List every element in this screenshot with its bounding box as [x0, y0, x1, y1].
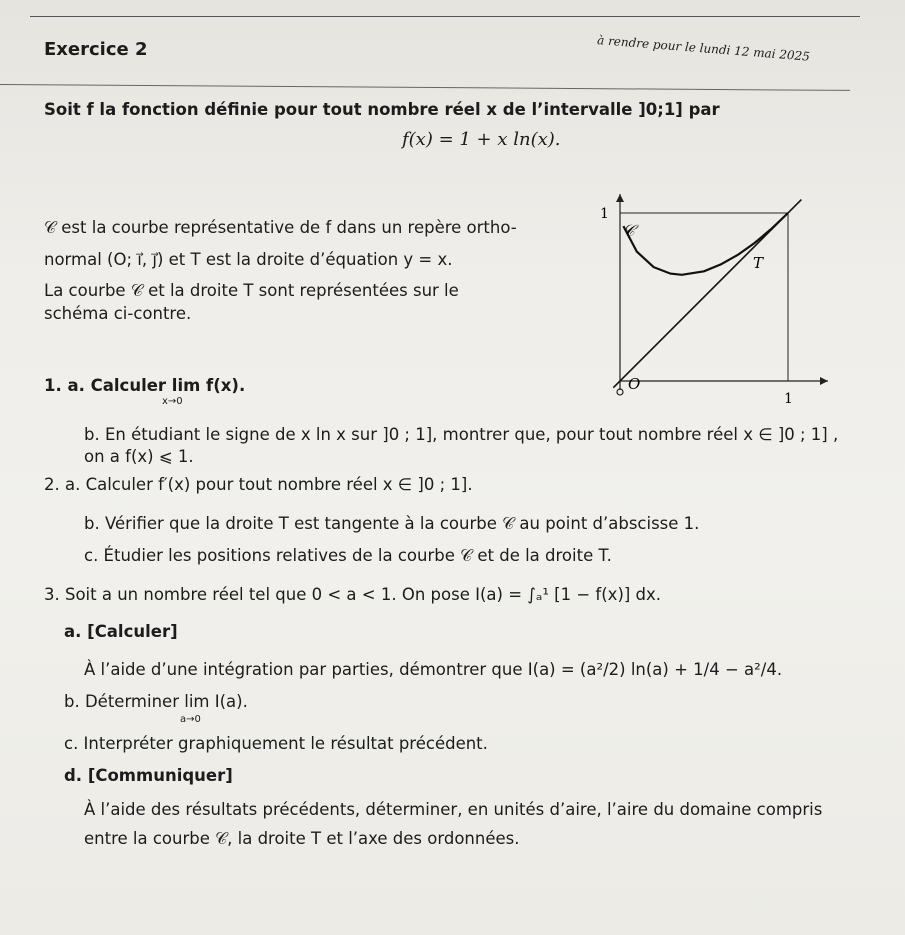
- exercise-title: Exercice 2: [44, 39, 148, 60]
- line-t: [613, 200, 801, 388]
- label-curve-c: 𝒞: [623, 221, 635, 240]
- question-3d-label: d. [Communiquer]: [64, 766, 233, 785]
- question-1b-line-2: on a f(x) ⩽ 1.: [84, 447, 194, 466]
- due-date-note: à rendre pour le lundi 12 mai 2025: [596, 32, 811, 64]
- description-line-2: normal (O; i⃗, j⃗) et T est la droite d’équation y = x.: [44, 250, 453, 269]
- function-formula: f(x) = 1 + x ln(x).: [402, 129, 561, 150]
- question-1a-limit-sub: x→0: [162, 396, 183, 407]
- top-divider: [30, 16, 860, 17]
- intro-text: Soit f la fonction définie pour tout nombre réel x de l’intervalle ]0;1] par: [44, 100, 720, 119]
- label-one-x: 1: [784, 391, 793, 407]
- label-origin: O: [628, 375, 641, 393]
- question-1a: 1. a. Calculer lim f(x).: [44, 376, 246, 395]
- description-line-1: 𝒞 est la courbe représentative de f dans un repère ortho-: [44, 218, 517, 237]
- y-axis-arrow: [616, 194, 624, 202]
- question-3c: c. Interpréter graphiquement le résultat précédent.: [64, 734, 488, 753]
- header-divider: [0, 84, 850, 91]
- description-line-3: La courbe 𝒞 et la droite T sont représentées sur le: [44, 281, 459, 300]
- question-3b: b. Déterminer lim I(a).: [64, 692, 248, 711]
- question-3: 3. Soit a un nombre réel tel que 0 < a < 1. On pose I(a) = ∫ₐ¹ [1 − f(x)] dx.: [44, 585, 662, 604]
- question-3a-text: À l’aide d’une intégration par parties, démontrer que I(a) = (a²/2) ln(a) + 1/4 − a²/4.: [84, 660, 783, 679]
- label-line-t: T: [753, 254, 764, 272]
- x-axis-arrow: [820, 377, 828, 385]
- curve-c: [623, 213, 788, 275]
- question-3d-line-1: À l’aide des résultats précédents, déterminer, en unités d’aire, l’aire du domaine compris: [84, 800, 823, 819]
- question-3d-line-2: entre la courbe 𝒞, la droite T et l’axe des ordonnées.: [84, 829, 520, 848]
- function-graph: [560, 190, 835, 415]
- question-3a-label: a. [Calculer]: [64, 622, 178, 641]
- description-line-4: schéma ci-contre.: [44, 304, 192, 323]
- question-3b-limit-sub: a→0: [180, 714, 201, 725]
- question-2b: b. Vérifier que la droite T est tangente à la courbe 𝒞 au point d’abscisse 1.: [84, 514, 700, 533]
- question-2c: c. Étudier les positions relatives de la courbe 𝒞 et de la droite T.: [84, 546, 612, 565]
- question-1b-line-1: b. En étudiant le signe de x ln x sur ]0 ; 1], montrer que, pour tout nombre réel x ∈ ]0 ; 1] ,: [84, 425, 839, 444]
- label-one-y: 1: [600, 206, 609, 222]
- question-2a: 2. a. Calculer f′(x) pour tout nombre réel x ∈ ]0 ; 1].: [44, 475, 473, 494]
